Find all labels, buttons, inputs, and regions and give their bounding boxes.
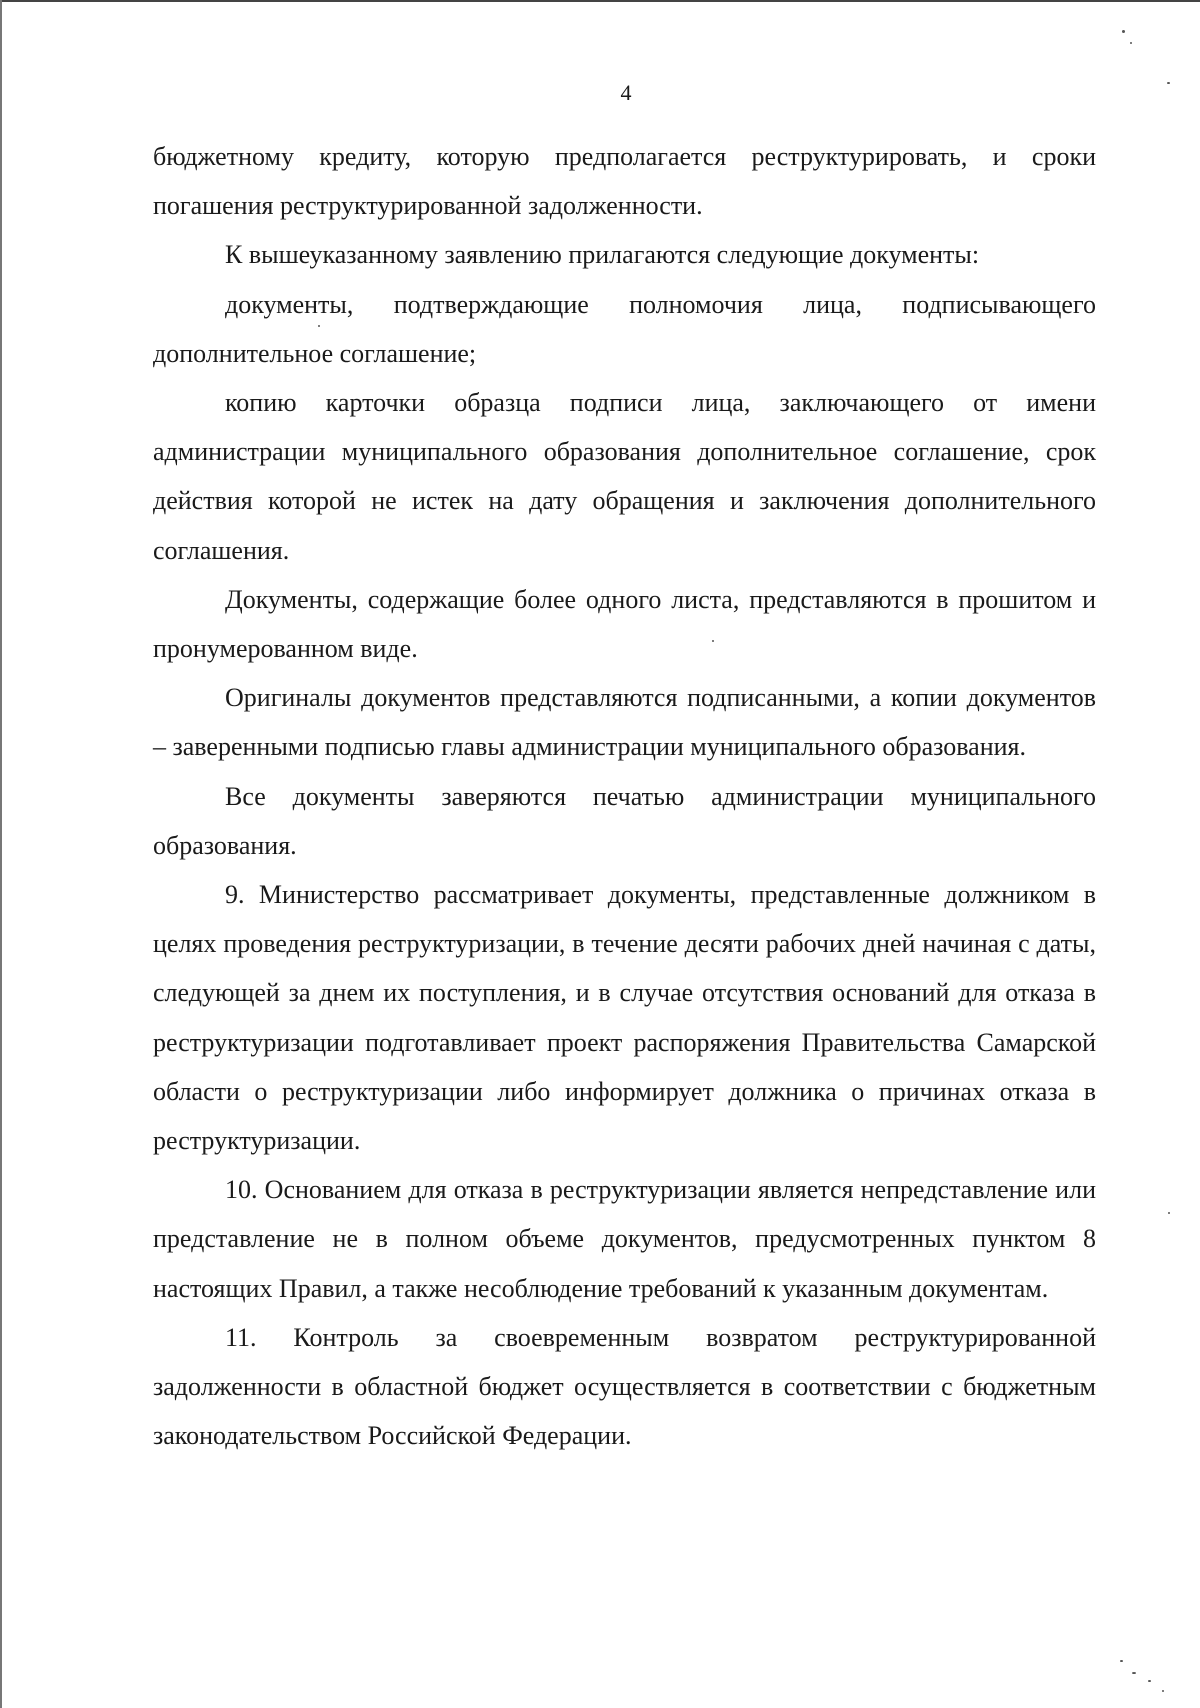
scan-edge-top — [0, 0, 1200, 2]
scan-speck — [1130, 42, 1132, 44]
paragraph-attachments-intro: К вышеуказанному заявлению прилагаются следующие документы: — [225, 240, 980, 270]
document-body — [153, 132, 1096, 1460]
scan-speck — [1120, 1660, 1123, 1662]
scan-speck — [318, 325, 320, 327]
paragraph-multipage-docs: Документы, содержащие более одного листа, представляются в прошитом и пронумерованном виде. — [153, 584, 1096, 664]
clause-11: 11. Контроль за своевременным возвратом реструктурированной задолженности в областной бюджет осуществляется в соответствии с бюджетным законодательством Российской Федерации. — [153, 1322, 1096, 1451]
scan-speck — [1122, 30, 1125, 33]
scan-speck — [1162, 1690, 1164, 1692]
page-number: 4 — [620, 80, 632, 105]
paragraph-originals-copies: Оригиналы документов представляются подписанными, а копии документов – заверенными подписью главы администрации муниципального образования. — [153, 683, 1096, 762]
scan-speck — [1168, 1212, 1170, 1214]
paragraph-continuation: бюджетному кредиту, которую предполагается реструктурировать, и сроки погашения реструктурированной задолженности. — [153, 142, 1096, 221]
clause-10: 10. Основанием для отказа в реструктуризации является непредставление или представление не в полном объеме документов, предусмотренных пунктом 8 настоящих Правил, а также несоблюдение требований к указанным документам. — [153, 1175, 1096, 1303]
paragraph-signature-card: копию карточки образца подписи лица, заключающего от имени администрации муниципального образования дополнительное соглашение, срок действия которой не истек на дату обращения и заключения дополнительного соглашения. — [153, 388, 1096, 565]
paragraph-seal: Все документы заверяются печатью администрации муниципального образования. — [153, 781, 1096, 860]
scan-speck — [712, 640, 714, 642]
paragraph-authority-docs: документы, подтверждающие полномочия лица, подписывающего дополнительное соглашение; — [153, 289, 1096, 368]
scan-edge-left — [0, 0, 2, 1708]
scan-speck — [1132, 1672, 1136, 1674]
clause-9: 9. Министерство рассматривает документы, представленные должником в целях проведения реструктуризации, в течение десяти рабочих дней начиная с даты, следующей за днем их поступления, и в случае отсутствия оснований для отказа в реструктуризации подготавливает проект распоряжения Правительства Самарской области о реструктуризации либо информирует должника о причинах отказа в реструктуризации. — [153, 880, 1096, 1156]
scan-speck — [1148, 1680, 1151, 1682]
scan-speck — [1167, 82, 1170, 84]
